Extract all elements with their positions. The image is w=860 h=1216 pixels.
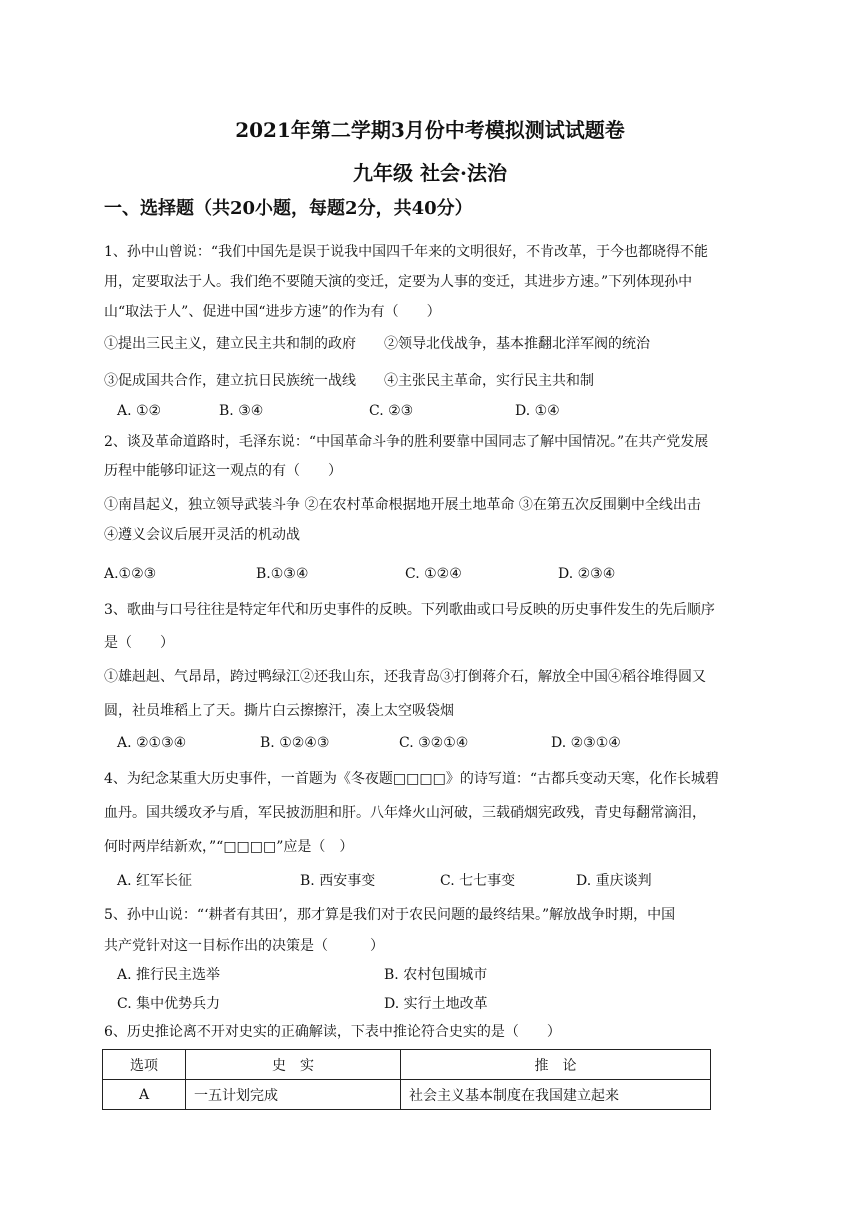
q4-stem-line: 血丹。国共缓攻矛与盾，军民披沥胆和肝。八年烽火山河破，三载硝烟宪政残，青史每翻常滴泪， — [104, 805, 706, 821]
q2-option-d: D. ②③④ — [558, 566, 616, 582]
q2-option-b: B.①③④ — [256, 566, 309, 582]
q3-stem-line: 3、歌曲与口号往往是特定年代和历史事件的反映。下列歌曲或口号反映的历史事件发生的先后顺序 — [104, 602, 715, 618]
q5-option-c: C. 集中优势兵力 — [117, 996, 221, 1012]
q1-stem-line: 用，定要取法于人。我们绝不要随天演的变迁，定要为人事的变迁，其进步方速。”下列体现孙中 — [104, 274, 693, 290]
q3-option-b: B. ①②④③ — [260, 735, 330, 751]
q3-statements: 圆，社员堆稻上了天。撕片白云擦擦汗，凑上太空吸袋烟 — [104, 703, 454, 719]
section-heading: 一、选择题（共20小题，每题2分，共40分） — [104, 198, 473, 219]
q5-option-d: D. 实行土地改革 — [384, 996, 488, 1012]
q1-stem-line: 1、孙中山曾说：“我们中国先是误于说我中国四千年来的文明很好，不肯改革，于今也都晓得不能 — [104, 244, 709, 260]
q1-statements: ③促成国共合作，建立抗日民族统一战线 ④主张民主革命，实行民主共和制 — [104, 373, 594, 389]
q5-option-a: A. 推行民主选举 — [117, 967, 221, 983]
q1-option-d: D. ①④ — [515, 403, 560, 419]
history-table — [102, 1049, 711, 1110]
q5-option-b: B. 农村包围城市 — [384, 967, 488, 983]
q2-option-a: A.①②③ — [104, 566, 157, 582]
q3-option-d: D. ②③①④ — [551, 735, 621, 751]
q4-option-a: A. 红军长征 — [117, 873, 193, 889]
q5-stem-line: 共产党针对这一目标作出的决策是（ ） — [104, 938, 384, 954]
q4-option-b: B. 西安事变 — [300, 873, 376, 889]
page-subtitle: 九年级 社会·法治 — [353, 161, 507, 185]
q4-stem-line: 何时两岸结新欢，”“□□□□”应是（ ） — [104, 839, 354, 855]
q6-stem-line: 6、历史推论离不开对史实的正确解读，下表中推论符合史实的是（ ） — [104, 1024, 561, 1040]
q1-option-a: A. ①② — [117, 403, 162, 419]
q3-statements: ①雄赳赳、气昂昂，跨过鸭绿江②还我山东，还我青岛③打倒蒋介石，解放全中国④稻谷堆得圆又 — [104, 669, 706, 685]
q1-stem-line: 山“取法于人”、促进中国“进步方速”的作为有（ ） — [104, 304, 441, 320]
table-header-cell: 选项 — [103, 1050, 186, 1080]
q1-option-b: B. ③④ — [219, 403, 264, 419]
q2-statements: ④遵义会议后展开灵活的机动战 — [104, 527, 300, 543]
table-cell: 社会主义基本制度在我国建立起来 — [401, 1080, 711, 1110]
q3-option-c: C. ③②①④ — [399, 735, 469, 751]
table-cell: A — [103, 1080, 186, 1110]
q1-option-c: C. ②③ — [369, 403, 414, 419]
table-cell: 一五计划完成 — [186, 1080, 401, 1110]
q2-option-c: C. ①②④ — [405, 566, 462, 582]
table-header-cell: 史 实 — [186, 1050, 401, 1080]
q3-stem-line: 是（ ） — [104, 635, 174, 651]
q3-option-a: A. ②①③④ — [117, 735, 187, 751]
q2-statements: ①南昌起义，独立领导武装斗争 ②在农村革命根据地开展土地革命 ③在第五次反围剿中全线出击 — [104, 497, 701, 513]
q4-stem-line: 4、为纪念某重大历史事件，一首题为《冬夜题□□□□》的诗写道：“古都兵变动天寒，化作长城碧 — [104, 771, 719, 787]
table-header-cell: 推 论 — [401, 1050, 711, 1080]
table-header-row — [103, 1050, 711, 1080]
q2-stem-line: 2、谈及革命道路时，毛泽东说：“中国革命斗争的胜利要靠中国同志了解中国情况。”在共产党发展 — [104, 434, 709, 450]
q1-statements: ①提出三民主义，建立民主共和制的政府 ②领导北伐战争，基本推翻北洋军阀的统治 — [104, 336, 650, 352]
q4-option-d: D. 重庆谈判 — [576, 873, 652, 889]
page-title: 2021年第二学期3月份中考模拟测试试题卷 — [235, 118, 625, 142]
q2-stem-line: 历程中能够印证这一观点的有（ ） — [104, 463, 342, 479]
q5-stem-line: 5、孙中山说：“‘耕者有其田’，那才算是我们对于农民问题的最终结果。”解放战争时期，中国 — [104, 907, 676, 923]
table-row — [103, 1080, 711, 1110]
q4-option-c: C. 七七事变 — [440, 873, 516, 889]
